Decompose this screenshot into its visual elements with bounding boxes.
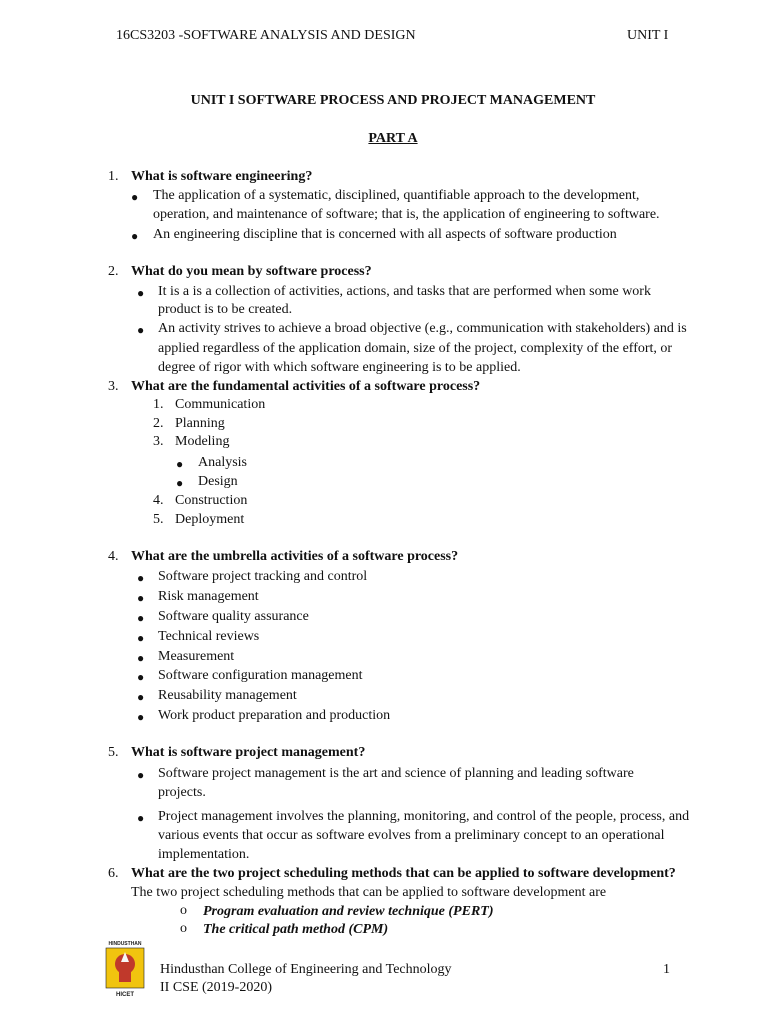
- q4-bullet: ●: [137, 611, 145, 625]
- footer-page-number: 1: [663, 962, 670, 977]
- q4-question: What are the umbrella activities of a software process?: [131, 549, 459, 564]
- q2-b2-line2: applied regardless of the application domain, size of the project, complexity of the effort, or: [158, 341, 673, 356]
- list-item: Measurement: [158, 649, 235, 664]
- footer-college: Hindusthan College of Engineering and Technology: [160, 962, 452, 977]
- q5-bullet-1: ●: [137, 768, 145, 782]
- q4-bullet: ●: [137, 690, 145, 704]
- q3-question: What are the fundamental activities of a software process?: [131, 379, 481, 394]
- list-item: Software configuration management: [158, 668, 363, 683]
- q1-b1-line1: The application of a systematic, disciplined, quantifiable approach to the development,: [153, 188, 640, 203]
- q6-circle-bullet-2: o: [180, 921, 187, 936]
- q5-question: What is software project management?: [131, 745, 366, 760]
- q3-num-3: 3.: [153, 434, 164, 449]
- college-logo: [104, 940, 146, 998]
- logo-top-text: HINDUSTHAN: [108, 941, 142, 947]
- q1-b2: An engineering discipline that is concerned with all aspects of software production: [153, 227, 617, 242]
- q6-intro: The two project scheduling methods that can be applied to software development are: [131, 885, 607, 900]
- q3-number: 3.: [108, 379, 119, 394]
- q5-b1-line2: projects.: [158, 785, 206, 800]
- list-subitem: Analysis: [198, 455, 247, 470]
- q5-number: 5.: [108, 745, 119, 760]
- q4-bullet: ●: [137, 670, 145, 684]
- q5-bullet-2: ●: [137, 811, 145, 825]
- list-item: Software project tracking and control: [158, 569, 368, 584]
- q4-bullet: ●: [137, 591, 145, 605]
- q1-question: What is software engineering?: [131, 169, 313, 184]
- q5-b1-line1: Software project management is the art and science of planning and leading software: [158, 766, 634, 781]
- q2-bullet-2: ●: [137, 323, 145, 337]
- q6-number: 6.: [108, 866, 119, 881]
- q1-number: 1.: [108, 169, 119, 184]
- list-item: Planning: [175, 416, 225, 431]
- list-item: Modeling: [175, 434, 230, 449]
- footer-course: II CSE (2019-2020): [160, 980, 272, 995]
- q6-circle-bullet-1: o: [180, 903, 187, 918]
- q5-b2-line3: implementation.: [158, 847, 250, 862]
- q4-bullet: ●: [137, 631, 145, 645]
- q2-b2-line1: An activity strives to achieve a broad objective (e.g., communication with stakeholders) and is: [158, 321, 687, 336]
- q3-num-4: 4.: [153, 493, 164, 508]
- q4-number: 4.: [108, 549, 119, 564]
- q1-bullet-1: ●: [131, 190, 139, 204]
- q4-bullet: ●: [137, 571, 145, 585]
- list-item: Program evaluation and review technique (PERT): [203, 904, 494, 919]
- q5-b2-line2: various events that occur as software evolves from a preliminary concept to an operational: [158, 828, 665, 843]
- q1-b1-line2: operation, and maintenance of software; that is, the application of engineering to software.: [153, 207, 660, 222]
- logo-bottom-text: HICET: [116, 992, 134, 998]
- list-item: Technical reviews: [158, 629, 260, 644]
- q2-b1-line2: product is to be created.: [158, 302, 293, 317]
- header-right: UNIT I: [627, 28, 669, 43]
- q2-question: What do you mean by software process?: [131, 264, 372, 279]
- q5-b2-line1: Project management involves the planning, monitoring, and control of the people, process, and: [158, 809, 690, 824]
- q3-num-2: 2.: [153, 416, 164, 431]
- q3-num-5: 5.: [153, 512, 164, 527]
- list-item: Reusability management: [158, 688, 297, 703]
- college-emblem-icon: [104, 940, 146, 998]
- q4-bullet: ●: [137, 710, 145, 724]
- page-title: UNIT I SOFTWARE PROCESS AND PROJECT MANAGEMENT: [190, 93, 596, 108]
- list-subitem: Design: [198, 474, 238, 489]
- list-item: Communication: [175, 397, 266, 412]
- q3-sub-bullet-2: ●: [176, 476, 184, 490]
- q2-b2-line3: degree of rigor with which software engineering is to be applied.: [158, 360, 521, 375]
- q3-sub-bullet-1: ●: [176, 457, 184, 471]
- q3-num-1: 1.: [153, 397, 164, 412]
- q6-question: What are the two project scheduling methods that can be applied to software development?: [131, 866, 676, 881]
- q2-bullet-1: ●: [137, 286, 145, 300]
- list-item: Risk management: [158, 589, 259, 604]
- list-item: Deployment: [175, 512, 245, 527]
- q2-b1-line1: It is a is a collection of activities, actions, and tasks that are performed when some work: [158, 284, 651, 299]
- q1-bullet-2: ●: [131, 229, 139, 243]
- list-item: Construction: [175, 493, 248, 508]
- list-item: The critical path method (CPM): [203, 922, 389, 937]
- header-left: 16CS3203 -SOFTWARE ANALYSIS AND DESIGN: [116, 28, 416, 43]
- q4-bullet: ●: [137, 651, 145, 665]
- part-heading: PART A: [368, 131, 418, 146]
- q2-number: 2.: [108, 264, 119, 279]
- list-item: Software quality assurance: [158, 609, 309, 624]
- list-item: Work product preparation and production: [158, 708, 391, 723]
